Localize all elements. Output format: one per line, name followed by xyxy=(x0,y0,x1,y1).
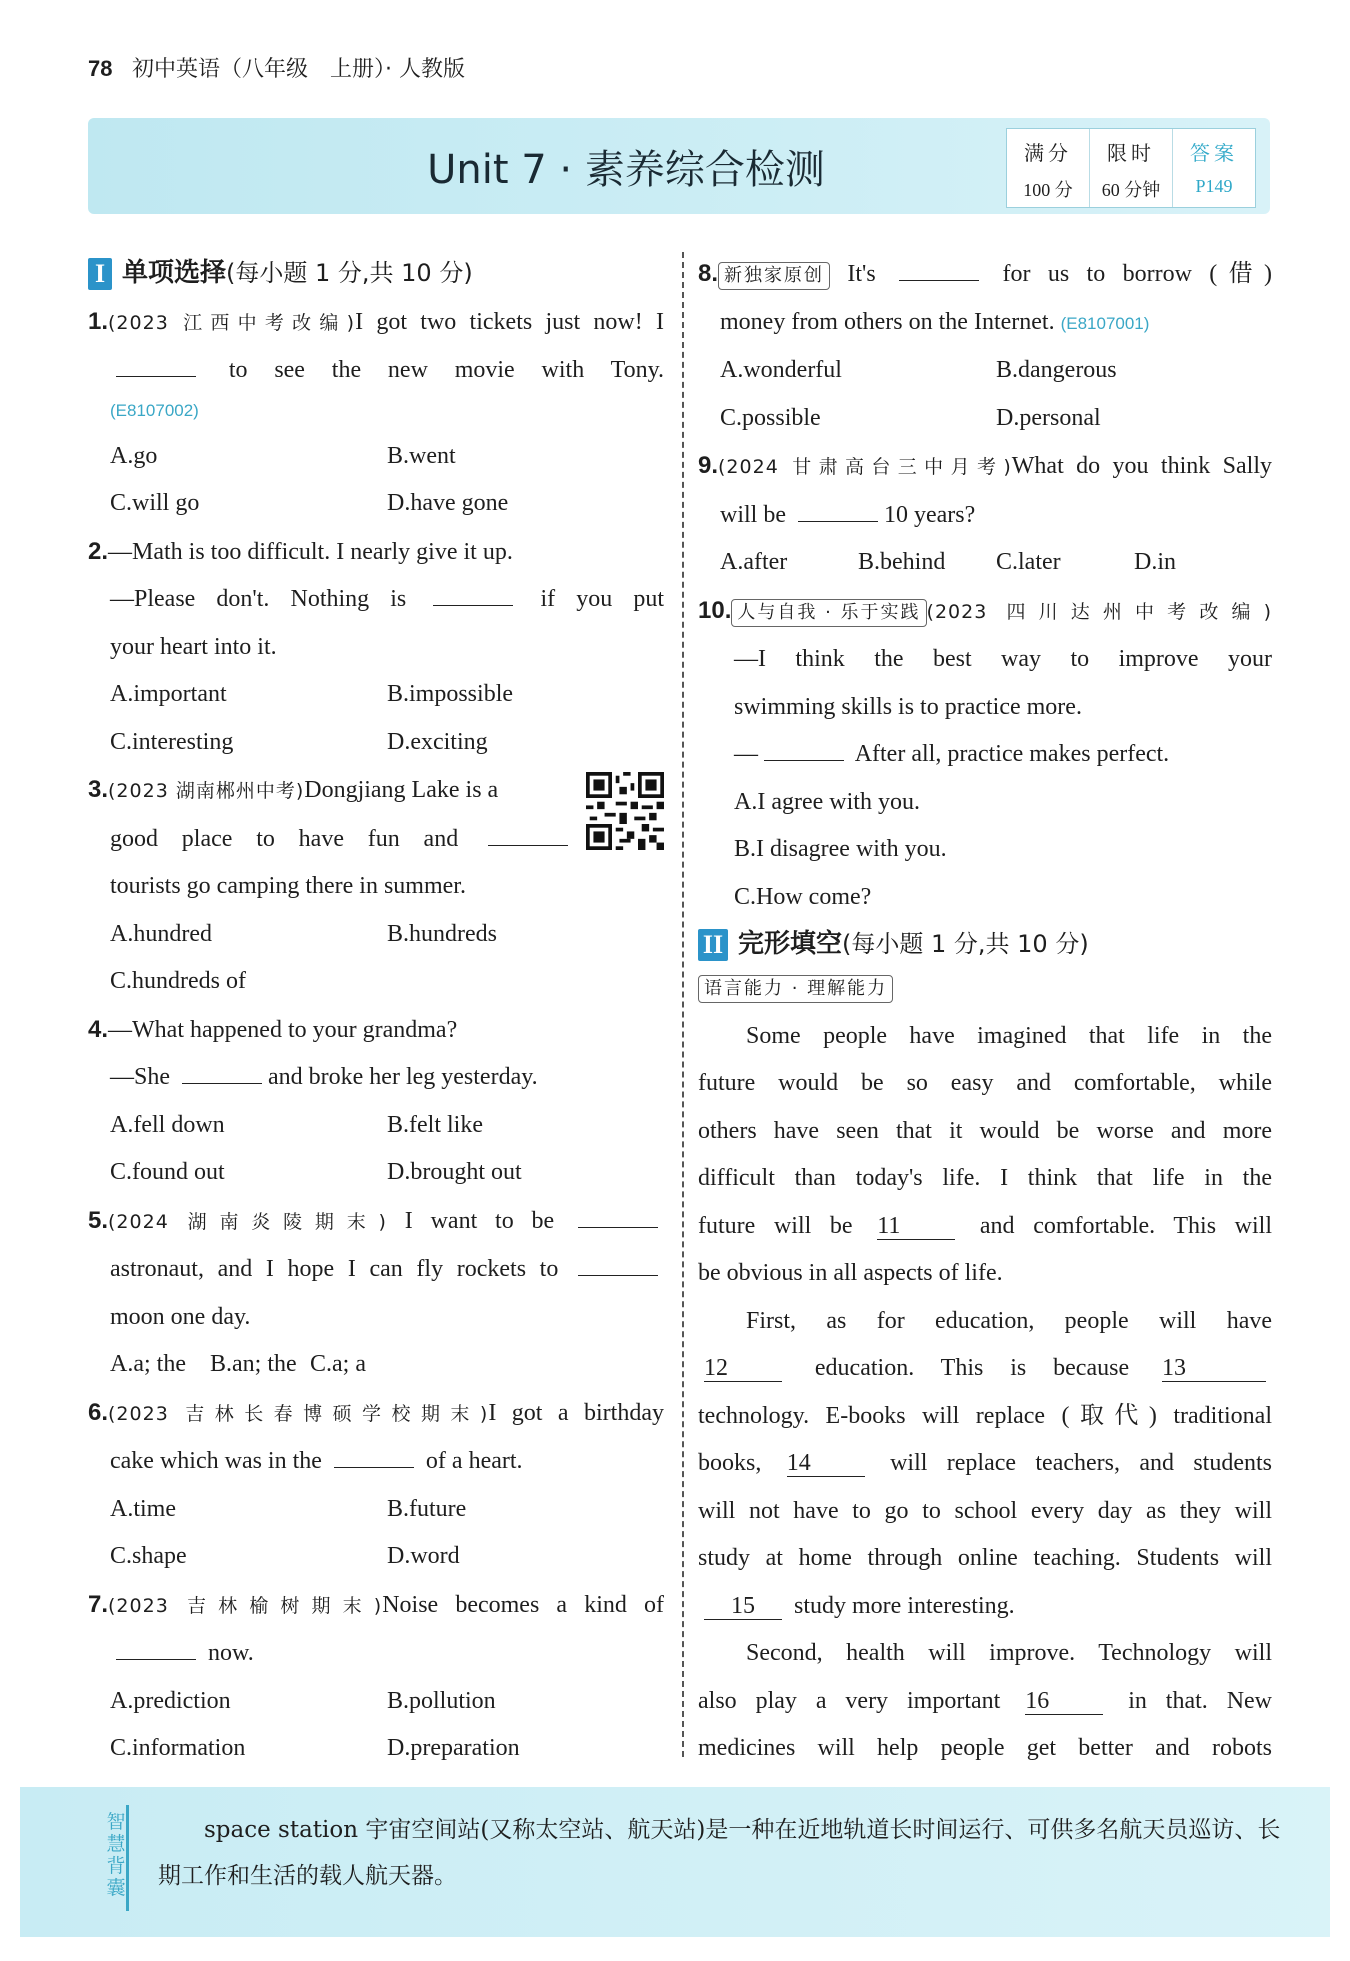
option-a[interactable]: A.prediction xyxy=(110,1687,231,1714)
question-text: tourists go camping there in summer. xyxy=(110,873,466,899)
question-text: It's xyxy=(847,261,876,287)
option-a[interactable]: A.go xyxy=(110,442,158,469)
section-2-note: (每小题 1 分,共 10 分) xyxy=(842,930,1089,958)
answer-blank[interactable] xyxy=(433,581,513,606)
option-c[interactable]: C.a; a xyxy=(310,1351,366,1377)
question-text: — xyxy=(734,741,758,767)
passage-line: Second, health will improve. Technology will xyxy=(746,1640,1272,1666)
question-text: —I think the best way to improve your xyxy=(734,646,1272,672)
passage-text: education. This is because xyxy=(814,1355,1130,1381)
option-d[interactable]: D.exciting xyxy=(387,728,488,755)
question-tag: 新独家原创 xyxy=(718,262,830,290)
time-limit-value: 60 分钟 xyxy=(1101,180,1161,200)
question-text: —She xyxy=(110,1064,170,1090)
question-text: I got a birthday xyxy=(488,1399,664,1426)
section-1-heading xyxy=(88,250,664,298)
passage-text: will replace teachers, and students xyxy=(890,1450,1272,1476)
question-text: now. xyxy=(208,1640,254,1666)
option-b[interactable]: B.I disagree with you. xyxy=(734,836,947,862)
passage-text: books, xyxy=(698,1450,762,1476)
section-1-title: 单项选择 xyxy=(122,258,227,288)
book-title: 初中英语（八年级 上册）· 人教版 xyxy=(131,57,465,82)
answer-cell xyxy=(1173,129,1255,207)
option-a[interactable]: A.hundred xyxy=(110,920,212,947)
question-text: for us to borrow (借) xyxy=(1002,261,1272,287)
option-b[interactable]: B.went xyxy=(387,442,456,469)
passage-text: study more interesting. xyxy=(794,1592,1015,1619)
section-1-note: (每小题 1 分,共 10 分) xyxy=(226,259,473,287)
section-2-tag: 语言能力 · 理解能力 xyxy=(698,975,893,1003)
answer-blank[interactable] xyxy=(578,1251,658,1276)
question-source: (2023 吉林长春博硕学校期末) xyxy=(108,1402,489,1425)
question-6 xyxy=(88,1389,664,1581)
answer-page: P149 xyxy=(1195,176,1233,196)
option-a[interactable]: A.after xyxy=(720,549,788,575)
time-limit-cell xyxy=(1090,129,1173,207)
blank-12[interactable]: 12 xyxy=(704,1355,782,1382)
question-text: astronaut, and I hope I can fly rockets to xyxy=(110,1256,559,1282)
option-d[interactable]: D.have gone xyxy=(387,490,509,516)
question-number: 8. xyxy=(698,260,719,287)
passage-line: be obvious in all aspects of life. xyxy=(698,1260,1003,1286)
passage-line: medicines will help people get better and robots xyxy=(698,1735,1272,1761)
option-a[interactable]: A.I agree with you. xyxy=(734,788,920,815)
blank-14[interactable]: 14 xyxy=(787,1450,865,1477)
option-d[interactable]: D.preparation xyxy=(387,1735,520,1761)
answer-blank[interactable] xyxy=(578,1203,658,1228)
option-c[interactable]: C.found out xyxy=(110,1159,225,1185)
question-text: Dongjiang Lake is a xyxy=(304,777,499,803)
passage-text: and comfortable. This will xyxy=(979,1212,1272,1239)
page-number: 78 xyxy=(88,56,113,81)
question-text: What do you think Sally xyxy=(1011,453,1272,479)
blank-13[interactable]: 13 xyxy=(1162,1355,1266,1382)
page-header xyxy=(88,52,465,83)
passage-line: difficult than today's life. I think that life in the xyxy=(698,1165,1272,1191)
question-source: (2023 江西中考改编) xyxy=(108,311,356,334)
option-b[interactable]: B.felt like xyxy=(387,1111,483,1138)
option-c[interactable]: C.information xyxy=(110,1735,246,1761)
exam-info-box xyxy=(1006,128,1256,208)
question-text: good place to have fun and xyxy=(110,825,459,852)
question-number: 3. xyxy=(88,776,109,803)
question-text: —What happened to your grandma? xyxy=(108,1016,458,1043)
passage-line: others have seen that it would be worse and more xyxy=(698,1117,1272,1144)
option-b[interactable]: B.dangerous xyxy=(996,357,1117,383)
passage-text: also play a very important xyxy=(698,1687,1001,1714)
title-banner xyxy=(88,118,1270,214)
passage-line: First, as for education, people will have xyxy=(746,1307,1272,1334)
question-code: (E8107002) xyxy=(110,400,199,420)
option-b[interactable]: B.pollution xyxy=(387,1687,496,1714)
column-divider xyxy=(682,252,684,1757)
option-c[interactable]: C.possible xyxy=(720,404,821,431)
tip-bar xyxy=(126,1805,129,1911)
question-code: (E8107001) xyxy=(1060,313,1150,333)
right-column xyxy=(698,250,1272,1773)
answer-blank[interactable] xyxy=(899,256,979,281)
question-9 xyxy=(698,442,1272,587)
question-text: your heart into it. xyxy=(110,633,277,660)
options xyxy=(88,433,664,481)
question-2 xyxy=(88,528,664,767)
passage-text: future will be xyxy=(698,1212,853,1239)
question-text: swimming skills is to practice more. xyxy=(734,693,1082,720)
full-score-label: 满分 xyxy=(1024,141,1072,165)
option-a[interactable]: A.fell down xyxy=(110,1111,225,1138)
question-text: —Math is too difficult. I nearly give it up. xyxy=(108,538,513,565)
option-c[interactable]: C.later xyxy=(996,549,1061,575)
option-a[interactable]: A.important xyxy=(110,681,227,707)
tip-box xyxy=(20,1787,1330,1937)
question-7 xyxy=(88,1581,664,1773)
question-1 xyxy=(88,298,664,528)
option-b[interactable]: B.hundreds xyxy=(387,920,497,947)
answer-blank[interactable] xyxy=(116,1635,196,1660)
question-text: of a heart. xyxy=(425,1448,523,1474)
question-number: 5. xyxy=(88,1206,109,1234)
question-8 xyxy=(698,250,1272,442)
answer-blank[interactable] xyxy=(182,1059,262,1084)
question-text: cake which was in the xyxy=(110,1448,322,1474)
section-2-title: 完形填空 xyxy=(738,929,843,959)
tip-text: space station 宇宙空间站(又称太空站、航天站)是一种在近地轨道长时间运行、可供多名航天员巡访、长期工作和生活的载人航天器。 xyxy=(158,1817,1281,1889)
qr-code-icon[interactable] xyxy=(586,772,664,850)
question-text: if you put xyxy=(540,586,664,612)
option-c[interactable]: C.interesting xyxy=(110,728,234,755)
option-b[interactable]: B.impossible xyxy=(387,681,514,707)
section-2-heading xyxy=(698,921,1272,969)
option-b[interactable]: B.future xyxy=(387,1495,467,1522)
question-3 xyxy=(88,766,664,1006)
question-text: and broke her leg yesterday. xyxy=(268,1064,538,1090)
question-text: Noise becomes a kind of xyxy=(382,1591,664,1618)
passage-line: study at home through online teaching. Students will xyxy=(698,1545,1272,1571)
unit-title: Unit 7 · 素养综合检测 xyxy=(427,147,825,193)
option-c[interactable]: C.hundreds of xyxy=(110,968,246,994)
passage-text: in that. New xyxy=(1128,1687,1272,1714)
tip-label: 智慧背囊 xyxy=(106,1811,126,1899)
question-source: (2024 湖南炎陵期末) xyxy=(108,1210,387,1233)
cloze-passage xyxy=(698,1013,1272,1773)
blank-16[interactable]: 16 xyxy=(1025,1688,1103,1715)
question-number: 1. xyxy=(88,307,109,335)
question-text: money from others on the Internet. xyxy=(720,308,1055,335)
question-number: 7. xyxy=(88,1590,109,1618)
option-c[interactable]: C.shape xyxy=(110,1543,187,1569)
option-a[interactable]: A.wonderful xyxy=(720,357,842,383)
left-column xyxy=(88,250,664,1773)
question-source: (2023 吉林榆树期末) xyxy=(108,1594,383,1617)
question-text: to see the new movie with Tony. xyxy=(228,357,664,383)
question-text: I want to be xyxy=(404,1207,555,1234)
question-number: 6. xyxy=(88,1398,109,1426)
option-c[interactable]: C.will go xyxy=(110,490,200,516)
question-tag: 人与自我 · 乐于实践 xyxy=(731,599,926,627)
passage-line: technology. E-books will replace (取代) traditional xyxy=(698,1402,1272,1429)
option-b[interactable]: B.behind xyxy=(858,549,946,575)
option-d[interactable]: D.in xyxy=(1134,549,1176,575)
question-text: After all, practice makes perfect. xyxy=(854,741,1170,767)
answer-blank[interactable] xyxy=(798,497,878,522)
answer-blank[interactable] xyxy=(334,1443,414,1468)
passage-line: will not have to go to school every day as they will xyxy=(698,1497,1272,1524)
question-number: 9. xyxy=(698,452,719,479)
question-number: 4. xyxy=(88,1015,109,1043)
option-a[interactable]: A.time xyxy=(110,1495,176,1522)
question-text: I got two tickets just now! I xyxy=(355,308,664,335)
answer-blank[interactable] xyxy=(116,352,196,377)
question-5 xyxy=(88,1197,664,1389)
question-text: will be xyxy=(720,501,786,528)
answer-blank[interactable] xyxy=(764,736,844,761)
option-a[interactable]: A.a; the xyxy=(110,1351,186,1377)
answer-label: 答案 xyxy=(1190,141,1238,165)
passage-line: future would be so easy and comfortable, while xyxy=(698,1070,1272,1096)
passage-line: Some people have imagined that life in the xyxy=(746,1022,1272,1049)
question-text: —Please don't. Nothing is xyxy=(110,586,407,612)
option-d[interactable]: D.personal xyxy=(996,404,1101,431)
question-source: (2024 甘肃高台三中月考) xyxy=(718,456,1012,478)
time-limit-label: 限时 xyxy=(1107,141,1155,165)
option-d[interactable]: D.word xyxy=(387,1543,460,1569)
blank-11[interactable]: 11 xyxy=(877,1213,955,1240)
section-1-numeral: I xyxy=(88,258,112,290)
question-number: 10. xyxy=(698,596,732,624)
answer-blank[interactable] xyxy=(488,821,568,846)
question-4 xyxy=(88,1006,664,1197)
question-text: moon one day. xyxy=(110,1303,251,1330)
blank-15[interactable]: 15 xyxy=(704,1593,782,1620)
full-score-value: 100 分 xyxy=(1023,180,1073,200)
option-c[interactable]: C.How come? xyxy=(734,883,872,910)
option-d[interactable]: D.brought out xyxy=(387,1159,522,1185)
question-text: 10 years? xyxy=(884,501,976,528)
option-b[interactable]: B.an; the xyxy=(210,1351,297,1377)
section-2-numeral: II xyxy=(698,929,728,961)
options xyxy=(88,480,664,528)
question-number: 2. xyxy=(88,537,109,565)
question-source: (2023 四川达州中考改编) xyxy=(926,600,1272,623)
full-score-cell xyxy=(1007,129,1090,207)
question-source: (2023 湖南郴州中考) xyxy=(108,780,305,802)
question-10 xyxy=(698,587,1272,922)
